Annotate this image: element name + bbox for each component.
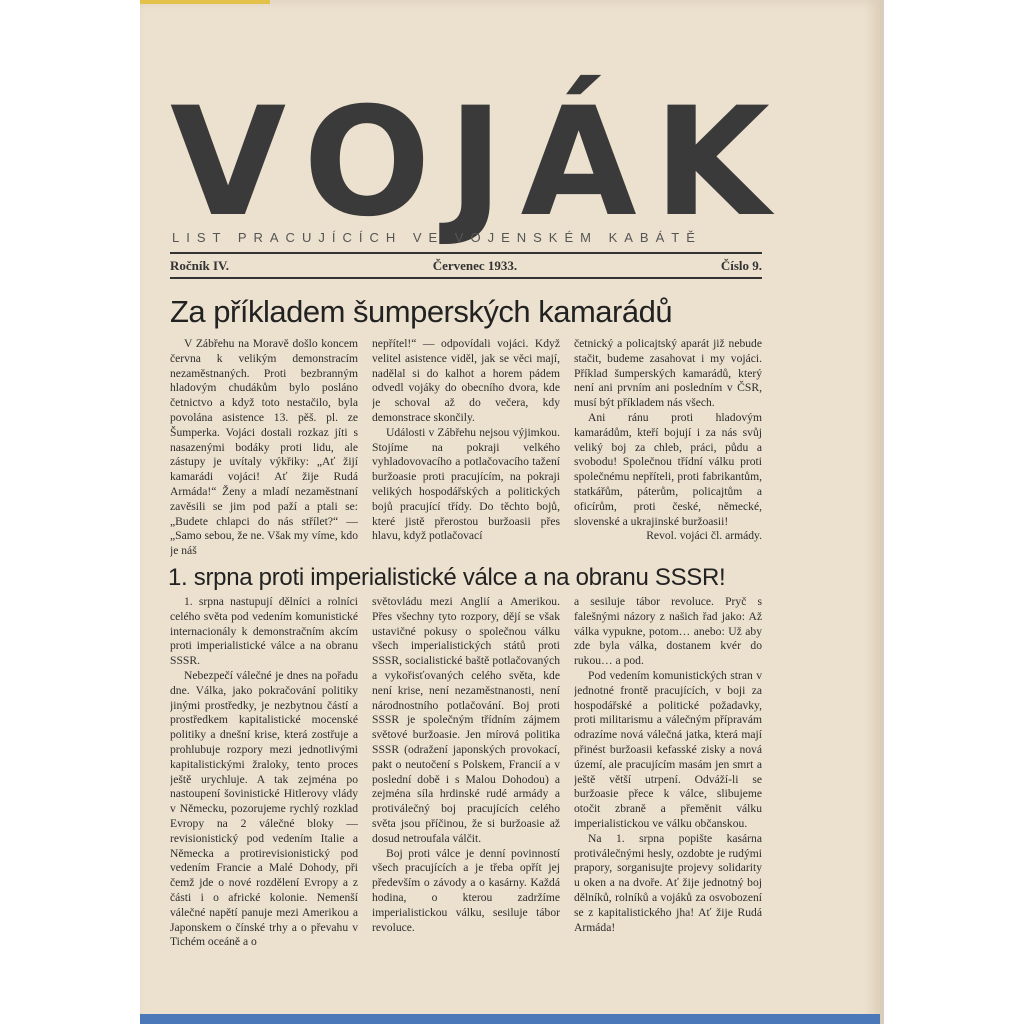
article-paragraph: Události v Zábřehu nejsou výjimkou. Stojíme na pokraji velkého vyhladovovacího a potlačovacího tažení buržoasie proti pracujícím, na pokraji velikých hospodářských a politických bojů pracující třídy. Do těchto bojů, které jistě přerostou buržoasii přes hlavu, když potlačovací [372, 425, 560, 543]
masthead-subtitle: LIST PRACUJÍCÍCH VE VOJENSKÉM KABÁTĚ [172, 230, 702, 245]
article1-column-2 [372, 337, 560, 557]
article2-column-1 [170, 595, 358, 950]
background-strip-bottom [140, 1014, 880, 1024]
divider-rule [170, 252, 762, 254]
article2-headline: 1. srpna proti imperialistické válce a na obranu SSSR! [168, 564, 726, 591]
article-paragraph: četnický a policajtský aparát již nebude stačit, budeme zasahovat i my vojáci. Příklad šumperských kamarádů, který není ani prvním ani posledním v ČSR, musí být příkladem nás všech. [574, 337, 762, 410]
article-paragraph: Nebezpečí válečné je dnes na pořadu dne. Válka, jako pokračování politiky jinými prostředky, je nezbytnou částí a prostředkem kapitalistické mocenské politiky a dnešní krise, která zostřuje a prohlubuje rozpory mezi jednotlivými kapitalistickými žraloky, tento proces ještě urychluje. A tak zejména po nastoupení šovinistické Hitlerovy vlády v Německu, pozorujeme rychlý rozklad Evropy na 2 válečné bloky — revisionistický pod vedením Italie a Německa a protirevisionistický pod vedením Francie a Malé Dohody, při čemž jde o nové rozdělení Evropy a z části i o africké kolonie. Nemenší válečné napětí panuje mezi Amerikou a Japonskem o čínské trhy a o převahu v Tichém oceáně a o [170, 668, 358, 949]
paper-edge-top [140, 0, 270, 4]
article1-headline: Za příkladem šumperských kamarádů [170, 294, 673, 329]
divider-rule [170, 277, 762, 279]
volume-label: Ročník IV. [170, 258, 230, 273]
masthead-letter: O [303, 76, 431, 250]
article-paragraph: Ani ránu proti hladovým kamarádům, kteří bojují i za nás svůj veliký boj za chleb, práci, půdu a svobodu! Společnou třídní válku proti společnému nepříteli, proti fabrikantům, statkářům, páterům, policajtům a oficírům, proti české, německé, slovenské a ukrajinské buržoasii! [574, 410, 762, 528]
masthead-letter: J [447, 76, 504, 250]
article-paragraph: nepřítel!“ — odpovídali vojáci. Když velitel asistence viděl, jak se věci mají, nadělal si do kalhot a horem pádem odvedl vojáky do obecního dvora, kde je schoval až do večera, kdy demonstrace skončily. [372, 337, 560, 424]
article2-column-3 [574, 595, 762, 950]
paper-edge-right [880, 0, 884, 1024]
masthead-letter: K [653, 76, 770, 250]
issue-number: Číslo 9. [720, 258, 762, 273]
article-paragraph: a sesiluje tábor revoluce. Pryč s falešnými názory z našich řad jako: Až válka vypukne, potom… anebo: Už aby zde byla válka, dostanem kvér do rukou… a pod. [574, 595, 762, 668]
article-paragraph: Pod vedením komunistických stran v jednotné frontě pracujících, v boji za hospodářské a politické požadavky, proti militarismu a válečným přípravám odrazíme nová válečná jatka, která mají přinést buržoasii kefasské zisky a nová území, ale pracujícím masám jen smrt a ještě větší utrpení. Odváží-li se buržoasie přece k válce, slibujeme otočit zbraně a přeměnit válku imperialistickou ve válku občanskou. [574, 668, 762, 830]
article1-column-3 [574, 337, 762, 557]
article1-column-1 [170, 337, 358, 557]
issue-info [170, 258, 762, 274]
article-paragraph: Na 1. srpna popište kasárna protiválečnými hesly, ozdobte je rudými prapory, sorganisujte projevy solidarity u oken a na dvoře. Ať žije jednotný boj dělníků, rolníků a vojáků za osvobození se z kapitalistického jha! Ať žije Rudá Armáda! [574, 831, 762, 934]
masthead-letter: V [170, 76, 287, 250]
article-signature: Revol. vojáci čl. armády. [646, 529, 762, 543]
article-paragraph: Boj proti válce je denní povinností všech pracujících a je třeba opřít jej především o závody a o kasárny. Každá hodina, o kterou zadržíme imperialistickou válku, sesiluje tábor revoluce. [372, 846, 560, 934]
article-paragraph: světovládu mezi Anglií a Amerikou. Přes všechny tyto rozpory, dějí se však ustavičné pokusy o společnou válku všech imperialistických států proti SSSR, socialistické baště potlačovaných a vykořisťovaných celého světa, kde není krise, není nezaměstnanosti, není národnostního potlačování. Boj proti SSSR je společným třídním zájmem světové buržoasie. Jen mírová politika SSSR (odražení japonských provokací, pakt o neutočení s Polskem, Francií a v poslední době i s Malou Dohodou) a zejména síla hrdinské rudé armády a protiválečný boj pracujících celého světa jsou příčinou, že si buržoasie až dosud netroufala válčit. [372, 595, 560, 845]
article-paragraph: V Zábřehu na Moravě došlo koncem června k velikým demonstracím nezaměstnaných. Proti bezbranným hladovým chudákům bylo posláno četnictvo a když toto nestačilo, byla povolána asistence 13. pěš. pl. ze Šumperka. Vojáci dostali rozkaz jíti s nasazenými bodáky proti lidu, ale zástupy je uvítaly výkřiky: „Ať žijí kamarádi vojáci! Ať žije Rudá Armáda!“ Ženy a mladí nezaměstnaní zavěsili se jim pod paží a ptali se: „Budete chlapci do nás střílet?“ — „Samo sebou, že ne. Však my víme, kdo je náš [170, 337, 358, 557]
article-paragraph: 1. srpna nastupují dělníci a rolníci celého světa pod vedením komunistické internacionály k demonstračním akcím proti imperialistické válce a na obranu SSSR. [170, 595, 358, 668]
date-label: Červenec 1933. [432, 258, 518, 273]
article2-column-2 [372, 595, 560, 950]
masthead-letter: Á [520, 76, 637, 250]
